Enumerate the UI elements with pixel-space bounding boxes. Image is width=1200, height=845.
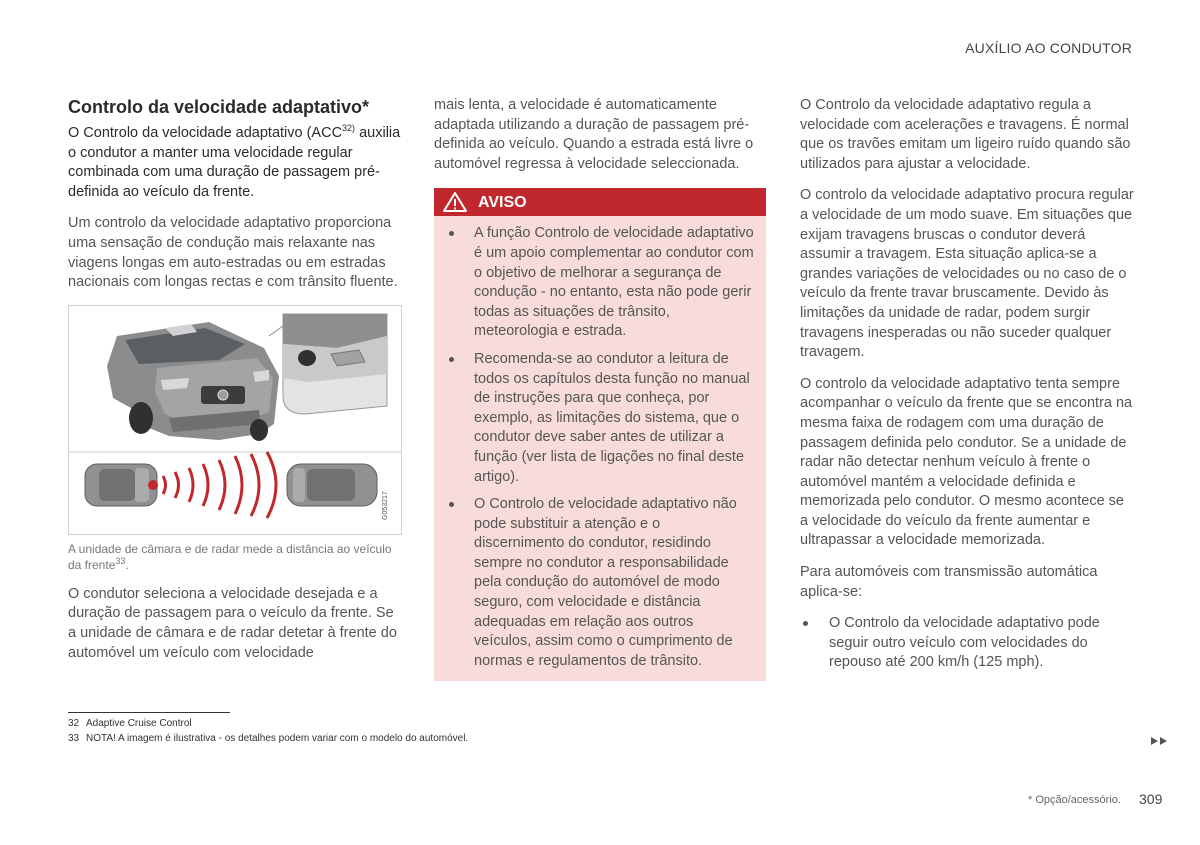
radar-waves [163,452,276,518]
follow-vehicle-paragraph: O controlo da velocidade adaptativo tenta sempre acompanhar o veículo da frente que se encontra na mesma faixa de rodagem com uma duração de passagem definida pelo condutor. Se a unidade de radar não detectar nenhum veículo à frente o automóvel mantém a velocidade definida e memorizada pelo condutor. O mesmo acontece se a velocidade do veículo da frente aumentar e ultrapassar a velocidade memorizada. [800,375,1133,549]
warning-item-text: O Controlo de velocidade adaptativo não pode substituir a atenção e o discernimento do condutor, residindo sempre no condutor a responsabilidade pela condução do automóvel de modo seguro, com velocidade e distância adequadas em relação aos outros veículos, assim como o cumprimento de normas e regulamentos de trânsito. [474,496,737,669]
footnote-32 [68,718,192,729]
warning-item [434,224,766,342]
warning-header [434,188,766,216]
column-1 [68,96,403,675]
warning-list [434,224,766,671]
car-radar-illustration [69,306,401,534]
page-title: Controlo da velocidade adaptativo* [68,97,370,117]
own-car-top-view [85,464,158,506]
column-2 [434,96,766,681]
warning-item [434,495,766,671]
suv-front-view [107,322,279,441]
automatic-transmission-list [800,614,1135,673]
lead-text: O Controlo da velocidade adaptativo (ACC [68,125,343,141]
next-page-arrows-icon[interactable] [1150,736,1170,746]
list-item-text: O Controlo da velocidade adaptativo pode seguir outro veículo com velocidades do repouso até 200 km/h (125 mph). [829,615,1100,671]
bullet-icon [449,231,454,236]
bullet-icon [449,357,454,362]
page-number: 309 [1139,791,1163,807]
warning-item-text: A função Controlo de velocidade adaptativo é um apoio complementar ao condutor com o objetivo de melhorar a segurança de condução - no entanto, esta não pode gerir todas as situações de trânsito, meteorologia e estrada. [474,225,754,340]
intro-paragraph: Um controlo da velocidade adaptativo proporciona uma sensação de condução mais relaxante nas viagens longas em auto-estradas ou em estradas nacionais com longas rectas e com trânsito fluente. [68,215,398,291]
acc-illustration [68,305,402,535]
footnote-ref-33[interactable]: 33 [115,555,126,566]
footnote-number: 32 [68,718,80,729]
footnote-divider [68,712,230,713]
footnote-33 [68,733,468,744]
sensor-inset [269,314,387,414]
caption-end: . [125,557,129,572]
regulation-paragraph: O Controlo da velocidade adaptativo regula a velocidade com acelerações e travagens. É normal que os travões emitam um ligeiro ruído quando são utilizados para ajustar a velocidade. [800,97,1131,172]
footnote-ref-32[interactable]: 32) [342,123,356,134]
caption-text: A unidade de câmara e de radar mede a distância ao veículo da frente [68,541,392,572]
lead-text-continued: auxilia o condutor a manter uma velocidade regular combinada com uma duração de passagem pré-definida ao veículo da frente. [68,125,401,200]
column-3 [800,96,1135,673]
continued-paragraph: mais lenta, a velocidade é automaticamente adaptada utilizando a duração de passagem pré-definida ao veículo. Quando a estrada está livre o automóvel regressa à velocidade seleccionada. [434,97,754,172]
bullet-icon [803,621,808,626]
warning-title: AVISO [478,193,527,211]
warning-item-text: Recomenda-se ao condutor a leitura de todos os capítulos desta função no manual de instruções para que conheça, por exemplo, as limitações do sistema, que o condutor deve saber antes de utilizar a função (ver lista de ligações no final deste artigo). [474,350,750,485]
footnote-text: Adaptive Cruise Control [86,718,192,729]
footnote-text: NOTA! A imagem é ilustrativa - os detalhes podem variar com o modelo do automóvel. [86,733,469,744]
footnote-number: 33 [68,733,80,744]
figure-code: G053217 [382,490,389,520]
figure-caption [68,541,403,573]
warning-triangle-icon [442,191,468,213]
section-header: AUXÍLIO AO CONDUTOR [965,40,1132,56]
smooth-regulation-paragraph: O controlo da velocidade adaptativo procura regular a velocidade de um modo suave. Em situações que exijam travagens bruscas o condutor deverá assumir a travagem. Esta situação aplica-se a grandes variações de velocidades ou no caso de o veículo da frente travar bruscamente. Devido às limitações da unidade de radar, podem surgir travagens inesperadas ou não suceder qualquer travagem. [800,187,1134,361]
speed-selection-paragraph: O condutor seleciona a velocidade desejada e a duração de passagem para o veículo da frente. Se a unidade de câmara e de radar detetar à frente do automóvel um veículo com velocidade [68,585,397,661]
lead-paragraph [68,124,403,202]
automatic-transmission-paragraph: Para automóveis com transmissão automática aplica-se: [800,564,1098,600]
bullet-icon [449,502,454,507]
list-item [800,614,1135,673]
warning-item [434,350,766,487]
warning-box [434,188,766,681]
option-accessory-note: * Opção/acessório. [1028,794,1121,806]
vehicle-ahead-top-view [287,464,377,506]
